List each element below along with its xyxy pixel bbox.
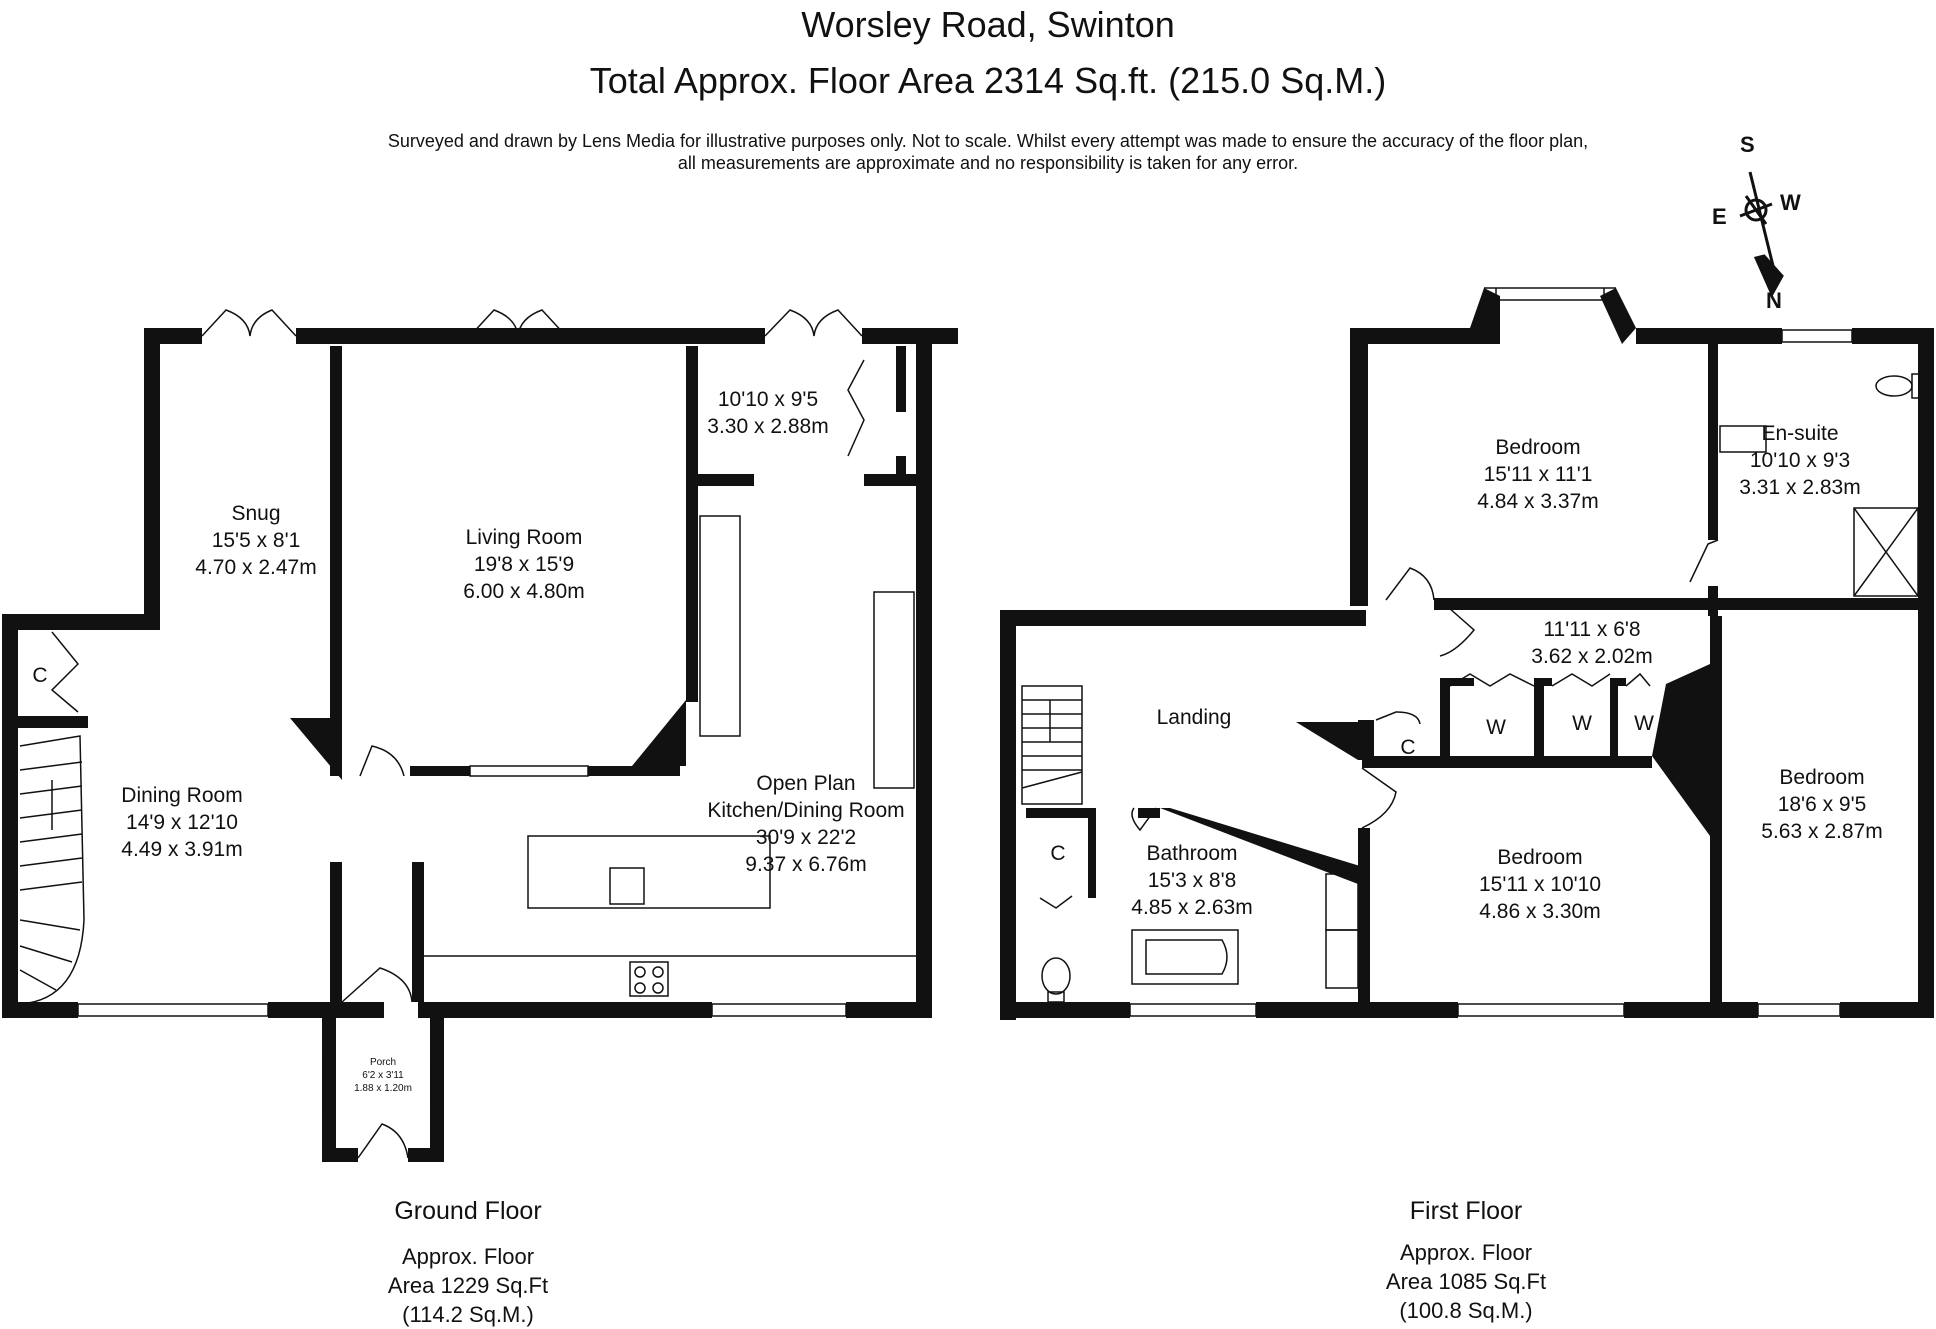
disclaimer-line-1: Surveyed and drawn by Lens Media for illustrative purposes only. Not to scale. Whilst every attempt was made to ensure the accuracy of the floor plan, [387, 131, 1589, 151]
wardrobe-label-2: W [1572, 712, 1592, 735]
disclaimer-line-2: all measurements are approximate and no responsibility is taken for any error. [677, 153, 1299, 173]
first-floor-area: Approx. Floor Area 1085 Sq.Ft (100.8 Sq.M.) [1385, 1240, 1547, 1323]
room-label-bedroom-1: Bedroom 15'11 x 11'1 4.84 x 3.37m [1477, 436, 1599, 513]
room-label-landing-size: 11'11 x 6'8 3.62 x 2.02m [1531, 618, 1653, 668]
room-label-utility: 10'10 x 9'5 3.30 x 2.88m [707, 388, 829, 438]
room-label-landing: Landing [1156, 706, 1232, 729]
compass-north-label: N [1766, 288, 1782, 313]
plan-title: Worsley Road, Swinton [801, 4, 1175, 45]
room-label-bedroom-2: Bedroom 15'11 x 10'10 4.86 x 3.30m [1478, 846, 1602, 923]
plan-subtitle: Total Approx. Floor Area 2314 Sq.ft. (215.0 Sq.M.) [589, 60, 1387, 101]
room-label-snug: Snug 15'5 x 8'1 4.70 x 2.47m [195, 502, 317, 579]
room-label-bedroom-3: Bedroom 18'6 x 9'5 5.63 x 2.87m [1761, 766, 1883, 843]
first-floor-caption: First Floor [1409, 1197, 1523, 1225]
compass [1740, 172, 1782, 294]
compass-east-label: E [1712, 204, 1727, 229]
wardrobe-label-1: W [1486, 716, 1506, 739]
cupboard-label-bathroom: C [1050, 842, 1066, 865]
ground-floor-caption: Ground Floor [394, 1197, 542, 1225]
cupboard-label-landing: C [1400, 736, 1416, 759]
room-label-en-suite: En-suite 10'10 x 9'3 3.31 x 2.83m [1739, 422, 1861, 499]
wardrobe-label-4: W [1677, 693, 1695, 713]
room-label-kitchen-dining: Open Plan Kitchen/Dining Room 30'9 x 22'2 9.37 x 6.76m [707, 772, 905, 876]
room-label-dining-room: Dining Room 14'9 x 12'10 4.49 x 3.91m [121, 784, 243, 861]
room-label-living-room: Living Room 19'8 x 15'9 6.00 x 4.80m [463, 526, 585, 603]
compass-west-label: W [1780, 190, 1801, 215]
cupboard-label: C [32, 664, 48, 687]
ground-floor-walls [2, 328, 958, 1162]
wardrobe-label-3: W [1634, 712, 1654, 735]
ground-floor-area: Approx. Floor Area 1229 Sq.Ft (114.2 Sq.M.) [387, 1244, 549, 1327]
room-label-bathroom: Bathroom 15'3 x 8'8 4.85 x 2.63m [1131, 842, 1253, 919]
compass-south-label: S [1740, 132, 1755, 157]
room-label-porch: Porch 6'2 x 3'11 1.88 x 1.20m [354, 1057, 412, 1094]
